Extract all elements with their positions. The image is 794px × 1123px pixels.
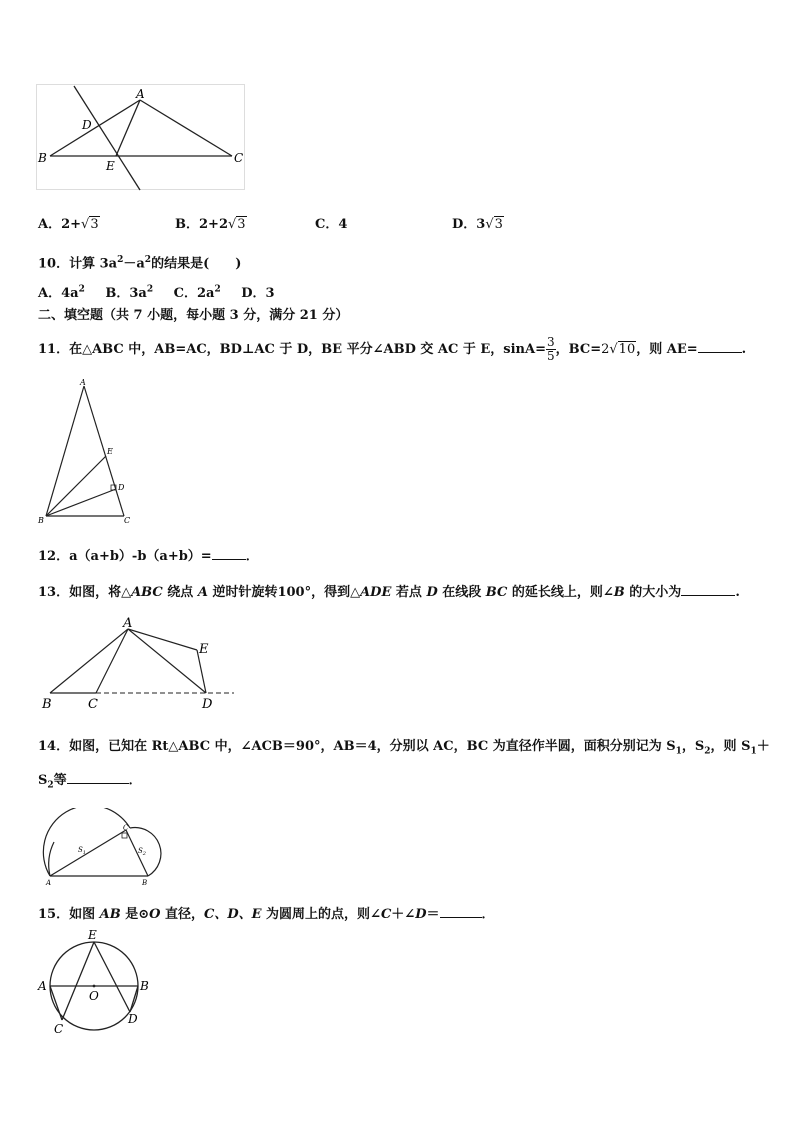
label-C: C — [124, 516, 131, 525]
q11-answer-blank[interactable] — [698, 340, 742, 353]
label-E: E — [107, 447, 113, 456]
label-B: B — [142, 879, 148, 887]
figure-q9 — [36, 84, 248, 194]
q14-answer-blank[interactable] — [67, 771, 129, 784]
q10-option-a[interactable]: A．$4a^2$ — [38, 285, 85, 302]
q10-options — [38, 281, 275, 303]
figure-q14 — [38, 808, 184, 888]
section-heading: 二、填空题（共 7 小题，每小题 3 分，满分 21 分） — [38, 308, 349, 323]
label-B: B — [140, 979, 149, 993]
q12-stem: 12．a（a+b）-b（a+b）= ． — [38, 549, 259, 564]
label-O: O — [89, 989, 99, 1003]
label-E: E — [88, 928, 97, 942]
label-S1: $S_1$ — [78, 846, 86, 856]
q15-answer-blank[interactable] — [440, 905, 482, 918]
q10-option-c[interactable]: C．$2a^2$ — [173, 285, 221, 302]
q12-answer-blank[interactable] — [212, 547, 246, 560]
label-D: D — [128, 1012, 138, 1026]
label-B: B — [38, 516, 44, 525]
figure-q11 — [36, 376, 146, 528]
label-D: D — [202, 697, 213, 712]
q11-stem: 11．在△ABC 中，AB=AC，BD⊥AC 于 D，BE 平分∠ABD 交 AC 于 E，sinA= $\frac{3}{5}$ ，BC=2√10，则 AE= . — [38, 335, 747, 363]
label-A: A — [46, 879, 52, 887]
label-C: C — [234, 151, 244, 165]
label-D: D — [82, 118, 92, 132]
label-A: A — [80, 378, 86, 387]
label-C: C — [54, 1022, 64, 1036]
label-A: A — [136, 87, 145, 101]
label-E: E — [106, 159, 115, 173]
q9-option-b[interactable]: B．2+2√3 — [175, 217, 246, 232]
q13-answer-blank[interactable] — [681, 583, 735, 596]
q13-stem: 13．如图，将△ABC 绕点 A 逆时针旋转100°，得到△ADE 若点 D 在线段 BC 的延长线上，则∠B 的大小为 . — [38, 585, 740, 600]
label-B: B — [38, 151, 47, 165]
figure-q13 — [36, 612, 240, 712]
q9-option-c[interactable]: C．4 — [315, 217, 348, 232]
q10-option-d[interactable]: D．3 — [241, 286, 275, 302]
label-B: B — [42, 697, 52, 712]
label-C: C — [123, 824, 129, 832]
label-D: D — [118, 483, 125, 492]
q9-option-a[interactable]: A．2+√3 — [38, 217, 99, 232]
label-C: C — [88, 697, 98, 712]
label-A: A — [123, 616, 133, 631]
q10-stem: 10．计算 $3a^2-a^2$的结果是( ) — [38, 255, 242, 272]
q9-option-d[interactable]: D．3√3 — [452, 217, 503, 232]
q15-stem: 15．如图 AB 是⊙O 直径，C、D、E 为圆周上的点，则∠C＋∠D＝ ． — [38, 907, 495, 922]
figure-q15 — [36, 926, 156, 1038]
q14-line1: 14．如图，已知在 Rt△ABC 中，∠ACB＝90°，AB＝4，分别以 AC，BC 为直径作半圆，面积分别记为 $S_1$，$S_2$，则 $S_1+$ — [38, 739, 770, 757]
q14-line2: $S_2$等 ． — [38, 773, 142, 791]
label-S2: $S_2$ — [138, 847, 146, 857]
label-A: A — [38, 979, 47, 993]
q10-option-b[interactable]: B．$3a^2$ — [105, 285, 154, 302]
label-E: E — [199, 642, 209, 657]
